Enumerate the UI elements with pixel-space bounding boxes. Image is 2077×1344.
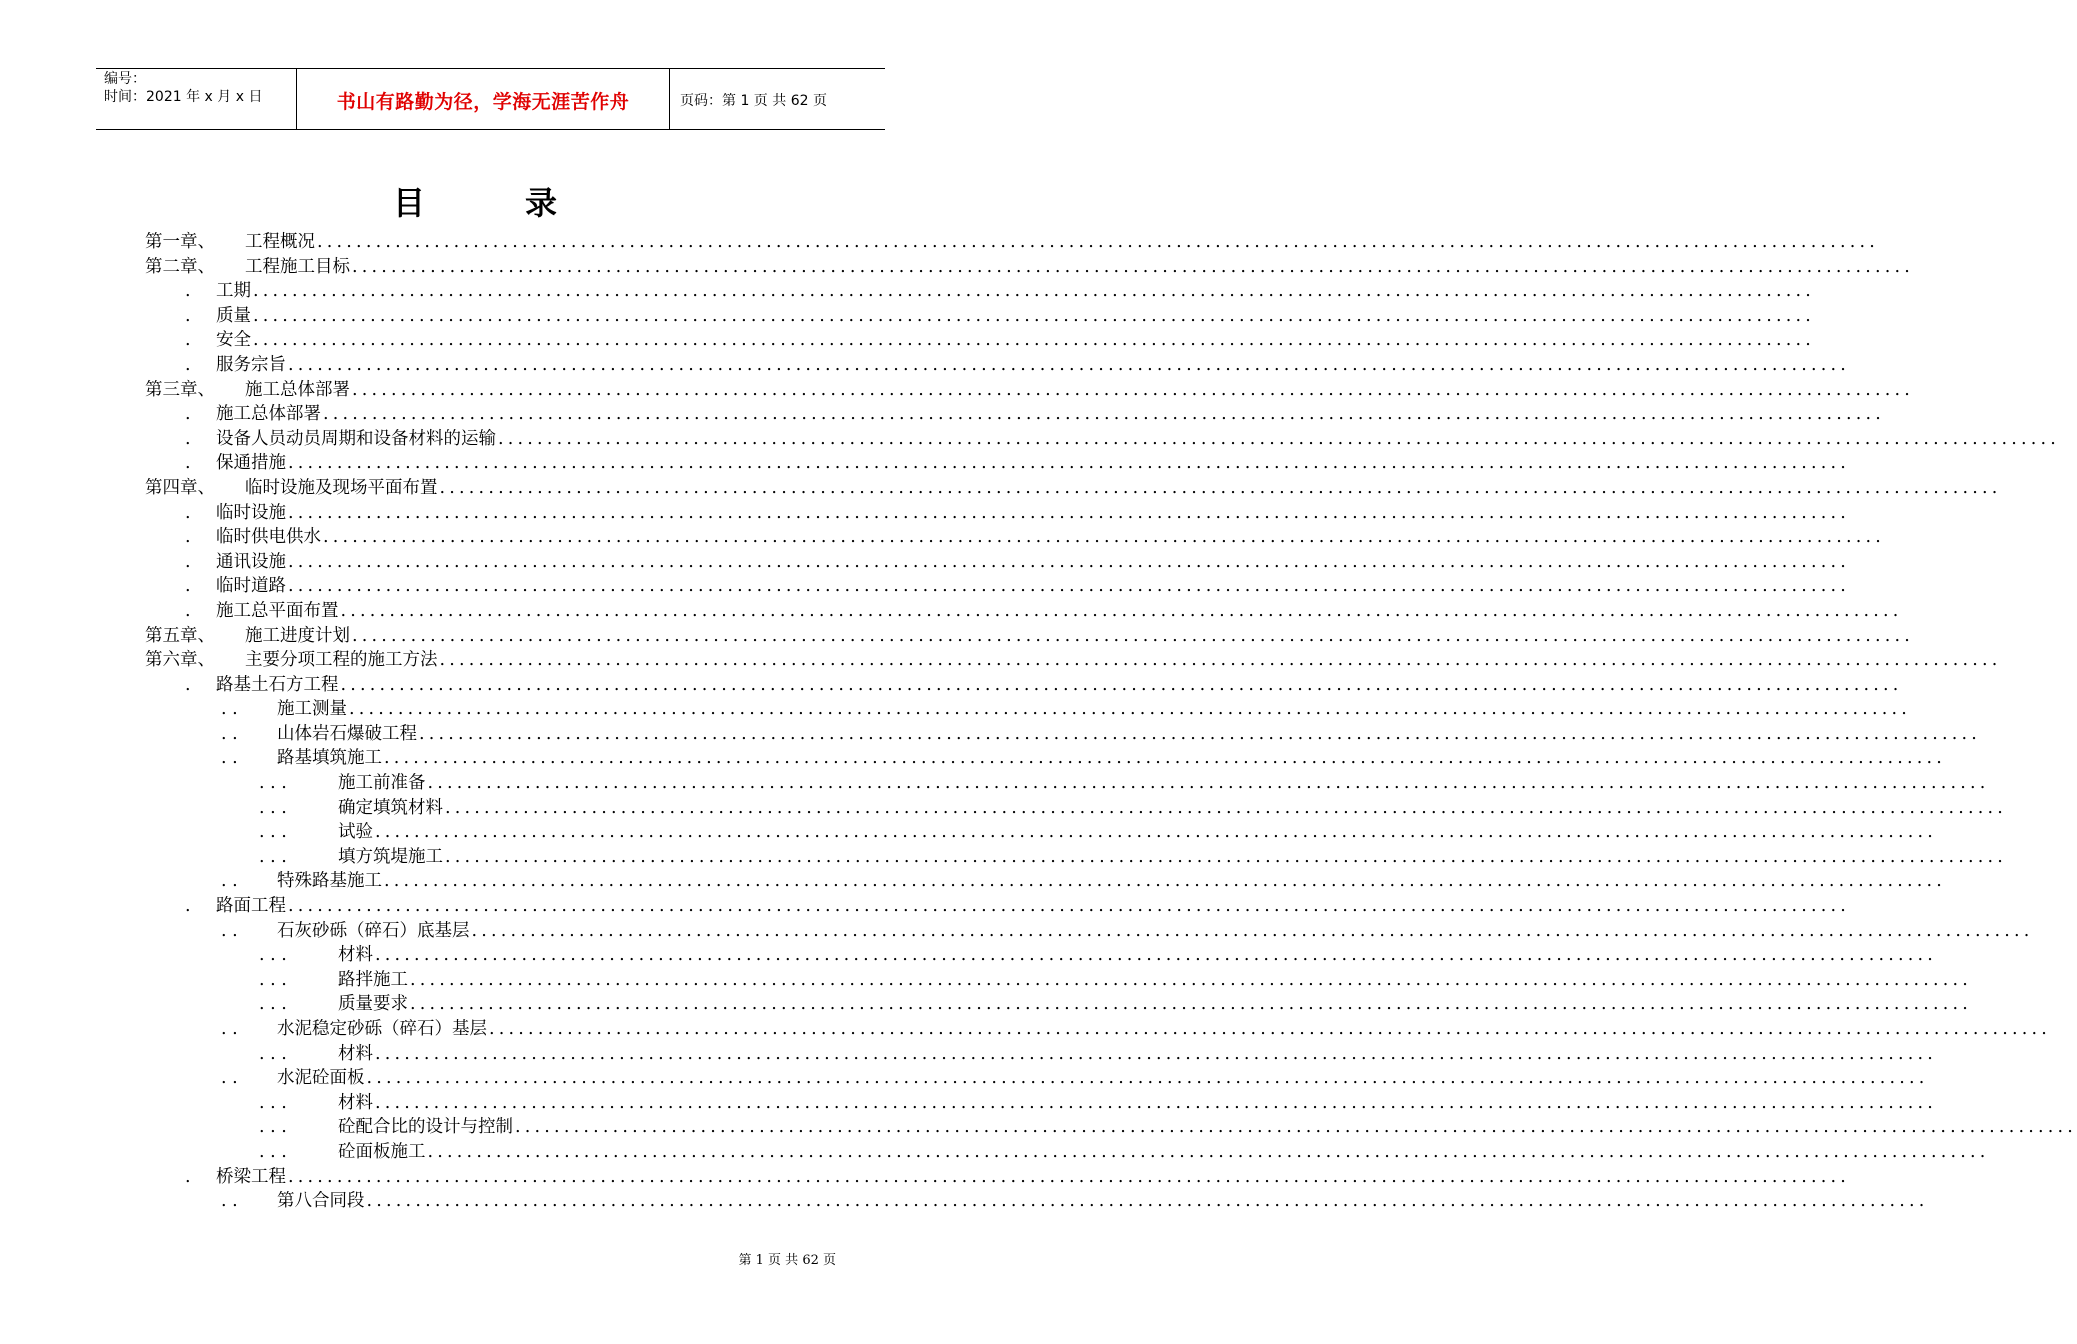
header-motto-cell bbox=[297, 69, 670, 129]
toc-entry[interactable] bbox=[145, 427, 2061, 452]
toc-entry-number: . . . bbox=[259, 1092, 287, 1113]
toc-entry-title: 水泥稳定砂砾（碎石）基层 bbox=[277, 1019, 487, 1039]
toc-leader-dots: ................................................................................................................................................................ bbox=[375, 1092, 1938, 1113]
toc-leader-dots: ................................................................................................................................................................ bbox=[384, 871, 1947, 892]
toc-entry-title: 材料 bbox=[338, 1043, 373, 1064]
toc-entry[interactable] bbox=[145, 771, 1990, 796]
toc-leader-dots: ................................................................................................................................................................ bbox=[340, 600, 1903, 621]
toc-entry-title: 施工总体部署 bbox=[245, 379, 350, 400]
toc-entry-title: 通讯设施 bbox=[216, 551, 286, 572]
toc-leader-dots: ................................................................................................................................................................ bbox=[288, 1166, 1851, 1187]
header-info-cell bbox=[96, 69, 297, 129]
toc-entry-number: . . . bbox=[259, 1117, 287, 1138]
table-of-contents bbox=[145, 230, 2077, 1214]
toc-entry[interactable] bbox=[145, 402, 1886, 427]
header-page-number: 页码：第 1 页 共 62 页 bbox=[680, 93, 827, 109]
toc-leader-dots: ................................................................................................................................................................ bbox=[498, 428, 2061, 449]
toc-entry-number: . . . bbox=[259, 969, 287, 990]
toc-entry-number: . bbox=[185, 576, 191, 597]
toc-entry[interactable] bbox=[145, 968, 1973, 993]
toc-entry-title: 特殊路基施工 bbox=[277, 871, 382, 892]
toc-entry[interactable] bbox=[145, 845, 2008, 870]
toc-leader-dots: ................................................................................................................................................................ bbox=[471, 920, 2034, 941]
toc-entry[interactable] bbox=[145, 746, 1947, 771]
toc-leader-dots: ................................................................................................................................................................ bbox=[288, 576, 1851, 597]
toc-entry-number: . bbox=[185, 305, 191, 326]
toc-entry-number: . . bbox=[221, 1068, 238, 1089]
toc-leader-dots: ................................................................................................................................................................ bbox=[317, 232, 1880, 252]
toc-entry-number: 第六章、 bbox=[145, 650, 215, 671]
toc-entry-number: . bbox=[185, 428, 191, 449]
toc-leader-dots: ................................................................................................................................................................ bbox=[340, 674, 1903, 695]
toc-entry-number: . . . bbox=[259, 945, 287, 966]
toc-entry[interactable] bbox=[145, 1189, 1929, 1214]
toc-entry[interactable] bbox=[145, 353, 1851, 378]
toc-entry-title: 施工进度计划 bbox=[245, 625, 350, 646]
toc-entry[interactable] bbox=[145, 1017, 2052, 1042]
toc-leader-dots: ................................................................................................................................................................ bbox=[410, 994, 1973, 1015]
toc-entry[interactable] bbox=[145, 648, 2002, 673]
toc-entry-title: 工程概况 bbox=[245, 232, 315, 252]
toc-entry-title: 试验 bbox=[338, 822, 373, 843]
toc-entry-number: . bbox=[185, 404, 191, 425]
toc-entry[interactable] bbox=[145, 378, 1915, 403]
toc-entry-number: . bbox=[185, 551, 191, 572]
toc-entry[interactable] bbox=[145, 1140, 1990, 1165]
toc-entry-number: . . bbox=[221, 920, 238, 941]
toc-leader-dots: ................................................................................................................................................................ bbox=[445, 846, 2008, 867]
toc-entry[interactable] bbox=[145, 820, 1938, 845]
toc-entry[interactable] bbox=[145, 279, 1816, 304]
toc-leader-dots: ................................................................................................................................................................ bbox=[352, 379, 1915, 400]
toc-entry[interactable] bbox=[145, 451, 1851, 476]
toc-leader-dots: ................................................................................................................................................................ bbox=[410, 969, 1973, 990]
toc-leader-dots: ................................................................................................................................................................ bbox=[352, 625, 1915, 646]
document-date-label: 时间：2021 年 x 月 x 日 bbox=[104, 89, 263, 105]
toc-entry-title: 路拌施工 bbox=[338, 969, 408, 990]
toc-leader-dots: ................................................................................................................................................................ bbox=[288, 502, 1851, 523]
toc-entry-number: . . . bbox=[259, 1043, 287, 1064]
toc-entry[interactable] bbox=[145, 476, 2002, 501]
toc-entry-number: . . . bbox=[259, 1141, 287, 1162]
toc-entry[interactable] bbox=[145, 328, 1816, 353]
toc-leader-dots: ................................................................................................................................................................ bbox=[253, 305, 1816, 326]
toc-entry-title: 砼面板施工 bbox=[338, 1141, 426, 1162]
toc-entry-title: 砼配合比的设计与控制 bbox=[338, 1117, 513, 1138]
toc-entry-number: . . bbox=[221, 699, 238, 720]
toc-entry[interactable] bbox=[145, 255, 1915, 280]
toc-entry-number: . bbox=[185, 674, 191, 695]
toc-entry-number: . . . bbox=[259, 773, 287, 794]
toc-entry-title: 确定填筑材料 bbox=[338, 797, 443, 818]
toc-leader-dots: ................................................................................................................................................................ bbox=[445, 797, 2008, 818]
toc-entry-title: 水泥砼面板 bbox=[277, 1068, 365, 1089]
toc-entry-title: 第八合同段 bbox=[277, 1191, 365, 1212]
toc-entry-title: 路基填筑施工 bbox=[277, 748, 382, 769]
toc-entry-number: . bbox=[185, 453, 191, 474]
toc-entry[interactable] bbox=[145, 624, 1915, 649]
toc-entry-title: 施工总平面布置 bbox=[216, 600, 339, 621]
toc-entry-title: 桥梁工程 bbox=[216, 1166, 286, 1187]
toc-entry-number: . bbox=[185, 600, 191, 621]
toc-entry-number: . bbox=[185, 1166, 191, 1187]
toc-leader-dots: ................................................................................................................................................................ bbox=[288, 896, 1851, 917]
toc-entry-title: 质量 bbox=[216, 305, 251, 326]
toc-entry-number: . . bbox=[221, 723, 238, 744]
toc-entry-number: . . . bbox=[259, 822, 287, 843]
toc-entry[interactable] bbox=[145, 550, 1851, 575]
toc-leader-dots: ................................................................................................................................................................ bbox=[323, 527, 1886, 548]
toc-entry[interactable] bbox=[145, 525, 1886, 550]
toc-entry[interactable] bbox=[145, 1066, 1929, 1091]
toc-leader-dots: ................................................................................................................................................................ bbox=[253, 330, 1816, 351]
toc-entry-number: 第三章、 bbox=[145, 379, 215, 400]
toc-leader-dots: ................................................................................................................................................................ bbox=[288, 354, 1851, 375]
toc-entry-title: 临时设施 bbox=[216, 502, 286, 523]
toc-leader-dots: ................................................................................................................................................................ bbox=[323, 404, 1886, 425]
toc-entry-number: 第二章、 bbox=[145, 256, 215, 277]
toc-entry-title: 路面工程 bbox=[216, 896, 286, 917]
toc-entry-number: . bbox=[185, 281, 191, 302]
toc-leader-dots: ................................................................................................................................................................ bbox=[375, 945, 1938, 966]
toc-entry[interactable] bbox=[145, 869, 1947, 894]
toc-entry-title: 山体岩石爆破工程 bbox=[277, 723, 417, 744]
toc-entry-number: . . bbox=[221, 748, 238, 769]
toc-entry[interactable] bbox=[145, 722, 1982, 747]
toc-entry[interactable] bbox=[145, 304, 1816, 329]
toc-entry[interactable] bbox=[145, 574, 1851, 599]
toc-entry[interactable] bbox=[145, 1042, 1938, 1067]
toc-entry-title: 临时设施及现场平面布置 bbox=[245, 477, 438, 498]
toc-leader-dots: ................................................................................................................................................................ bbox=[375, 822, 1938, 843]
toc-entry-number: . bbox=[185, 502, 191, 523]
toc-entry-title: 工程施工目标 bbox=[245, 256, 350, 277]
toc-entry-title: 石灰砂砾（碎石）底基层 bbox=[277, 920, 470, 941]
toc-leader-dots: ................................................................................................................................................................ bbox=[515, 1117, 2077, 1138]
toc-entry[interactable] bbox=[145, 1091, 1938, 1116]
toc-entry[interactable] bbox=[145, 230, 1880, 255]
toc-entry-title: 填方筑堤施工 bbox=[338, 846, 443, 867]
toc-entry-number: . . bbox=[221, 1191, 238, 1212]
toc-entry-title: 施工前准备 bbox=[338, 773, 426, 794]
toc-entry-number: 第四章、 bbox=[145, 477, 215, 498]
toc-leader-dots: ................................................................................................................................................................ bbox=[427, 1141, 1990, 1162]
document-number-label: 编号： bbox=[104, 71, 146, 87]
toc-entry[interactable] bbox=[145, 796, 2008, 821]
toc-leader-dots: ................................................................................................................................................................ bbox=[427, 773, 1990, 794]
toc-leader-dots: ................................................................................................................................................................ bbox=[375, 1043, 1938, 1064]
toc-entry-title: 设备人员动员周期和设备材料的运输 bbox=[216, 428, 496, 449]
toc-entry-number: 第五章、 bbox=[145, 625, 215, 646]
toc-entry-number: . . bbox=[221, 871, 238, 892]
toc-entry[interactable] bbox=[145, 1115, 2077, 1140]
header-page-cell bbox=[670, 69, 885, 129]
page-header bbox=[96, 68, 885, 130]
toc-leader-dots: ................................................................................................................................................................ bbox=[349, 699, 1912, 720]
toc-entry-title: 临时供电供水 bbox=[216, 527, 321, 548]
toc-leader-dots: ................................................................................................................................................................ bbox=[384, 748, 1947, 769]
toc-leader-dots: ................................................................................................................................................................ bbox=[439, 477, 2002, 498]
toc-entry-title: 路基土石方工程 bbox=[216, 674, 339, 695]
toc-entry[interactable] bbox=[145, 697, 1912, 722]
toc-entry-number: . bbox=[185, 527, 191, 548]
toc-entry[interactable] bbox=[145, 992, 1973, 1017]
toc-leader-dots: ................................................................................................................................................................ bbox=[489, 1019, 2052, 1039]
toc-leader-dots: ................................................................................................................................................................ bbox=[366, 1191, 1929, 1212]
toc-entry-number: . . . bbox=[259, 994, 287, 1015]
toc-entry[interactable] bbox=[145, 1165, 1851, 1190]
toc-entry-title: 临时道路 bbox=[216, 576, 286, 597]
toc-entry-title: 主要分项工程的施工方法 bbox=[245, 650, 438, 671]
toc-entry-number: . . . bbox=[259, 797, 287, 818]
toc-entry-title: 质量要求 bbox=[338, 994, 408, 1015]
toc-entry-number: . bbox=[185, 896, 191, 917]
toc-leader-dots: ................................................................................................................................................................ bbox=[352, 256, 1915, 277]
page-footer: 第 1 页 共 62 页 bbox=[738, 1253, 836, 1268]
toc-entry-title: 施工测量 bbox=[277, 699, 347, 720]
toc-entry[interactable] bbox=[145, 599, 1903, 624]
toc-leader-dots: ................................................................................................................................................................ bbox=[419, 723, 1982, 744]
toc-entry-number: . bbox=[185, 330, 191, 351]
toc-entry-number: 第一章、 bbox=[145, 232, 215, 252]
toc-entry[interactable] bbox=[145, 673, 1903, 698]
toc-entry[interactable] bbox=[145, 919, 2034, 944]
toc-entry-title: 安全 bbox=[216, 330, 251, 351]
page-title: 目录 bbox=[392, 184, 657, 222]
toc-leader-dots: ................................................................................................................................................................ bbox=[253, 281, 1816, 302]
toc-entry-number: . bbox=[185, 354, 191, 375]
toc-entry[interactable] bbox=[145, 501, 1851, 526]
toc-entry-number: . . bbox=[221, 1019, 238, 1039]
toc-entry[interactable] bbox=[145, 943, 1938, 968]
header-motto: 书山有路勤为径，学海无涯苦作舟 bbox=[336, 91, 630, 113]
toc-leader-dots: ................................................................................................................................................................ bbox=[439, 650, 2002, 671]
toc-entry-title: 服务宗旨 bbox=[216, 354, 286, 375]
toc-entry-title: 材料 bbox=[338, 1092, 373, 1113]
toc-leader-dots: ................................................................................................................................................................ bbox=[288, 551, 1851, 572]
toc-entry-number: . . . bbox=[259, 846, 287, 867]
toc-leader-dots: ................................................................................................................................................................ bbox=[366, 1068, 1929, 1089]
toc-entry[interactable] bbox=[145, 894, 1851, 919]
toc-leader-dots: ................................................................................................................................................................ bbox=[288, 453, 1851, 474]
toc-entry-title: 材料 bbox=[338, 945, 373, 966]
toc-entry-title: 工期 bbox=[216, 281, 251, 302]
toc-entry-title: 施工总体部署 bbox=[216, 404, 321, 425]
toc-entry-title: 保通措施 bbox=[216, 453, 286, 474]
